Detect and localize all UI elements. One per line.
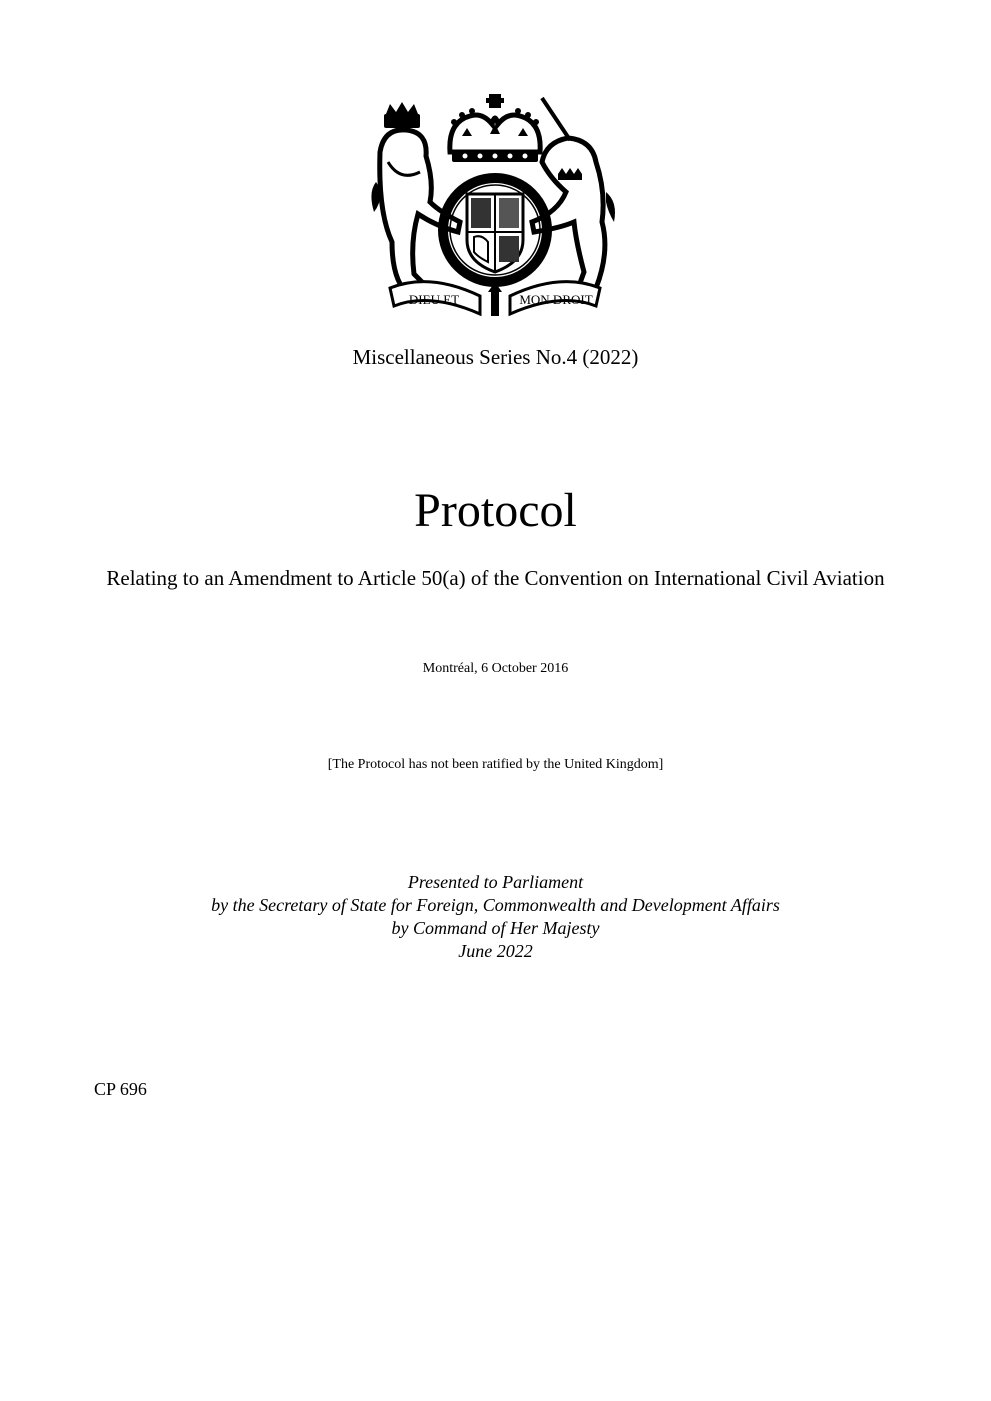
document-subtitle: Relating to an Amendment to Article 50(a) of the Convention on International Civil Aviation bbox=[106, 566, 885, 590]
document-title: Protocol bbox=[414, 484, 577, 537]
series-number: Miscellaneous Series No.4 (2022) bbox=[352, 345, 639, 369]
shield-icon bbox=[467, 194, 523, 272]
svg-text:DIEU ET: DIEU ET bbox=[408, 292, 460, 307]
ratification-note: [The Protocol has not been ratified by the United Kingdom] bbox=[327, 757, 664, 772]
presentation-line-3: by Command of Her Majesty bbox=[391, 918, 600, 938]
motto-scroll-icon bbox=[390, 282, 600, 316]
svg-text:MON DROIT: MON DROIT bbox=[519, 292, 593, 307]
presentation-statement bbox=[0, 871, 991, 963]
lion-icon bbox=[371, 102, 460, 296]
presentation-date: June 2022 bbox=[458, 941, 533, 961]
royal-coat-of-arms-icon bbox=[370, 92, 620, 320]
presentation-line-1: Presented to Parliament bbox=[407, 872, 584, 892]
place-and-date: Montréal, 6 October 2016 bbox=[422, 661, 569, 676]
unicorn-icon bbox=[532, 98, 615, 294]
presentation-line-2: by the Secretary of State for Foreign, Commonwealth and Development Affairs bbox=[211, 895, 780, 915]
command-paper-number: CP 696 bbox=[94, 1079, 147, 1099]
crown-icon bbox=[450, 94, 540, 162]
